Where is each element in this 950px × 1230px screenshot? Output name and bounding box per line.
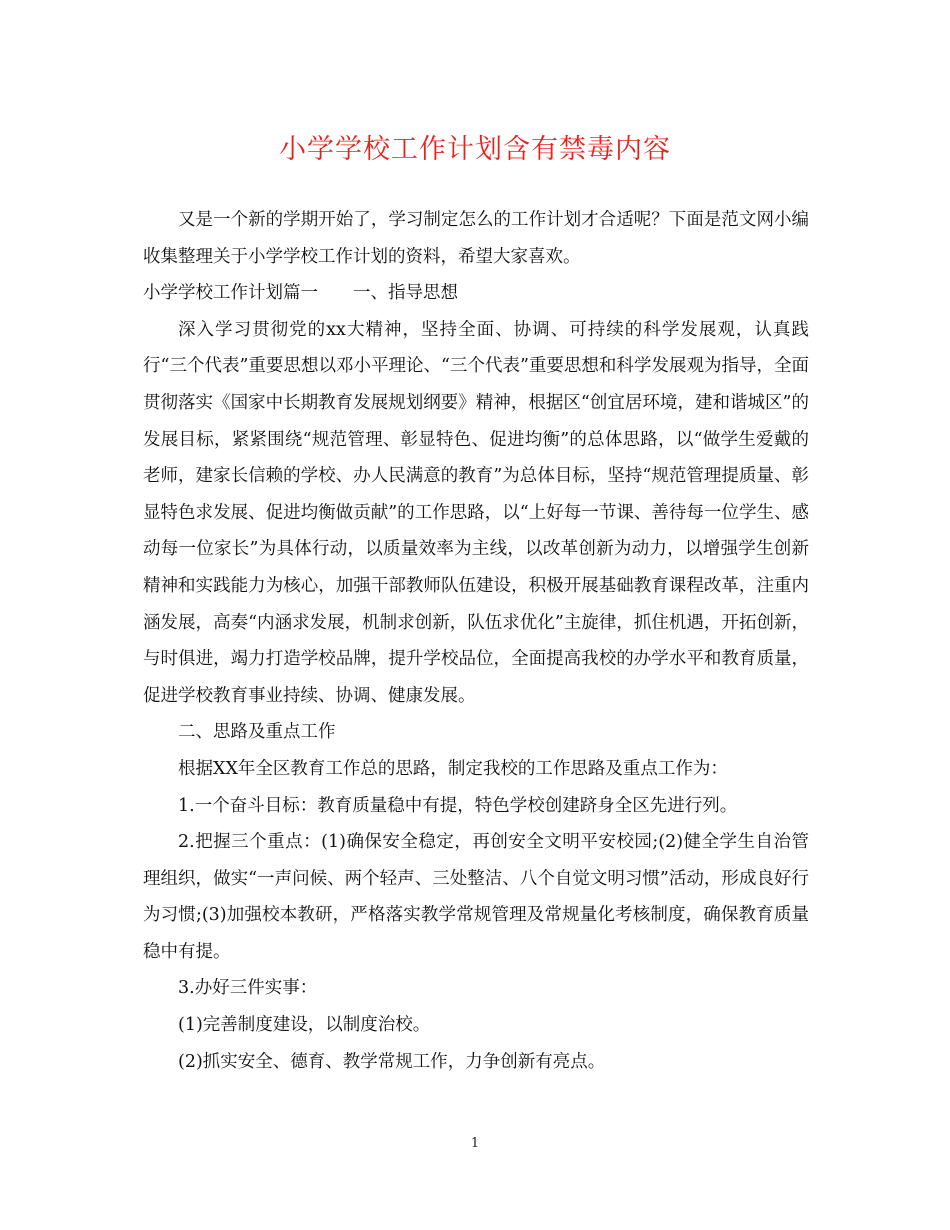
page-number: 1 xyxy=(470,1136,480,1151)
goal-paragraph: 1.一个奋斗目标：教育质量稳中有提，特色学校创建跻身全区先进行列。 xyxy=(178,795,738,816)
key-work-intro-paragraph: 根据XX年全区教育工作总的思路，制定我校的工作思路及重点工作为： xyxy=(178,758,728,779)
document-title: 小学学校工作计划含有禁毒内容 xyxy=(279,134,671,165)
section-heading-key-work: 二、思路及重点工作 xyxy=(178,722,336,743)
task-item-1: (1)完善制度建设，以制度治校。 xyxy=(178,1015,431,1036)
document-body xyxy=(143,202,809,1080)
three-focus-paragraph: 2.把握三个重点：(1)确保安全稳定，再创安全文明平安校园;(2)健全学生自治管理组织，做实“一声问候、两个轻声、三处整洁、八个自觉文明习惯”活动，形成良好行为习惯;(3)加强校本教研，严格落实教学常规管理及常规量化考核制度，确保教育质量稳中有提。 xyxy=(143,832,809,962)
task-item-2: (2)抓实安全、德育、教学常规工作，力争创新有亮点。 xyxy=(178,1051,606,1072)
three-tasks-heading: 3.办好三件实事： xyxy=(178,978,318,999)
intro-paragraph: 又是一个新的学期开始了，学习制定怎么的工作计划才合适呢？下面是范文网小编收集整理关于小学学校工作计划的资料，希望大家喜欢。 xyxy=(143,210,809,267)
guiding-thought-paragraph: 深入学习贯彻党的xx大精神，坚持全面、协调、可持续的科学发展观，认真践行“三个代表”重要思想以邓小平理论、“三个代表”重要思想和科学发展观为指导，全面贯彻落实《国家中长期教育发展规划纲要》精神，根据区“创宜居环境，建和谐城区”的发展目标，紧紧围绕“规范管理、彰显特色、促进均衡”的总体思路，以“做学生爱戴的老师，建家长信赖的学校、办人民满意的教育”为总体目标，坚持“规范管理提质量、彰显特色求发展、促进均衡做贡献”的工作思路，以“上好每一节课、善待每一位学生、感动每一位家长”为具体行动，以质量效率为主线，以改革创新为动力，以增强学生创新精神和实践能力为核心，加强干部教师队伍建设，积极开展基础教育课程改革，注重内涵发展，高奏“内涵求发展，机制求创新，队伍求优化”主旋律，抓住机遇，开拓创新，与时俱进，竭力打造学校品牌，提升学校品位，全面提高我校的办学水平和教育质量，促进学校教育事业持续、协调、健康发展。 xyxy=(143,319,809,706)
section-heading-guiding-thought: 小学学校工作计划篇一 一、指导思想 xyxy=(143,283,458,304)
